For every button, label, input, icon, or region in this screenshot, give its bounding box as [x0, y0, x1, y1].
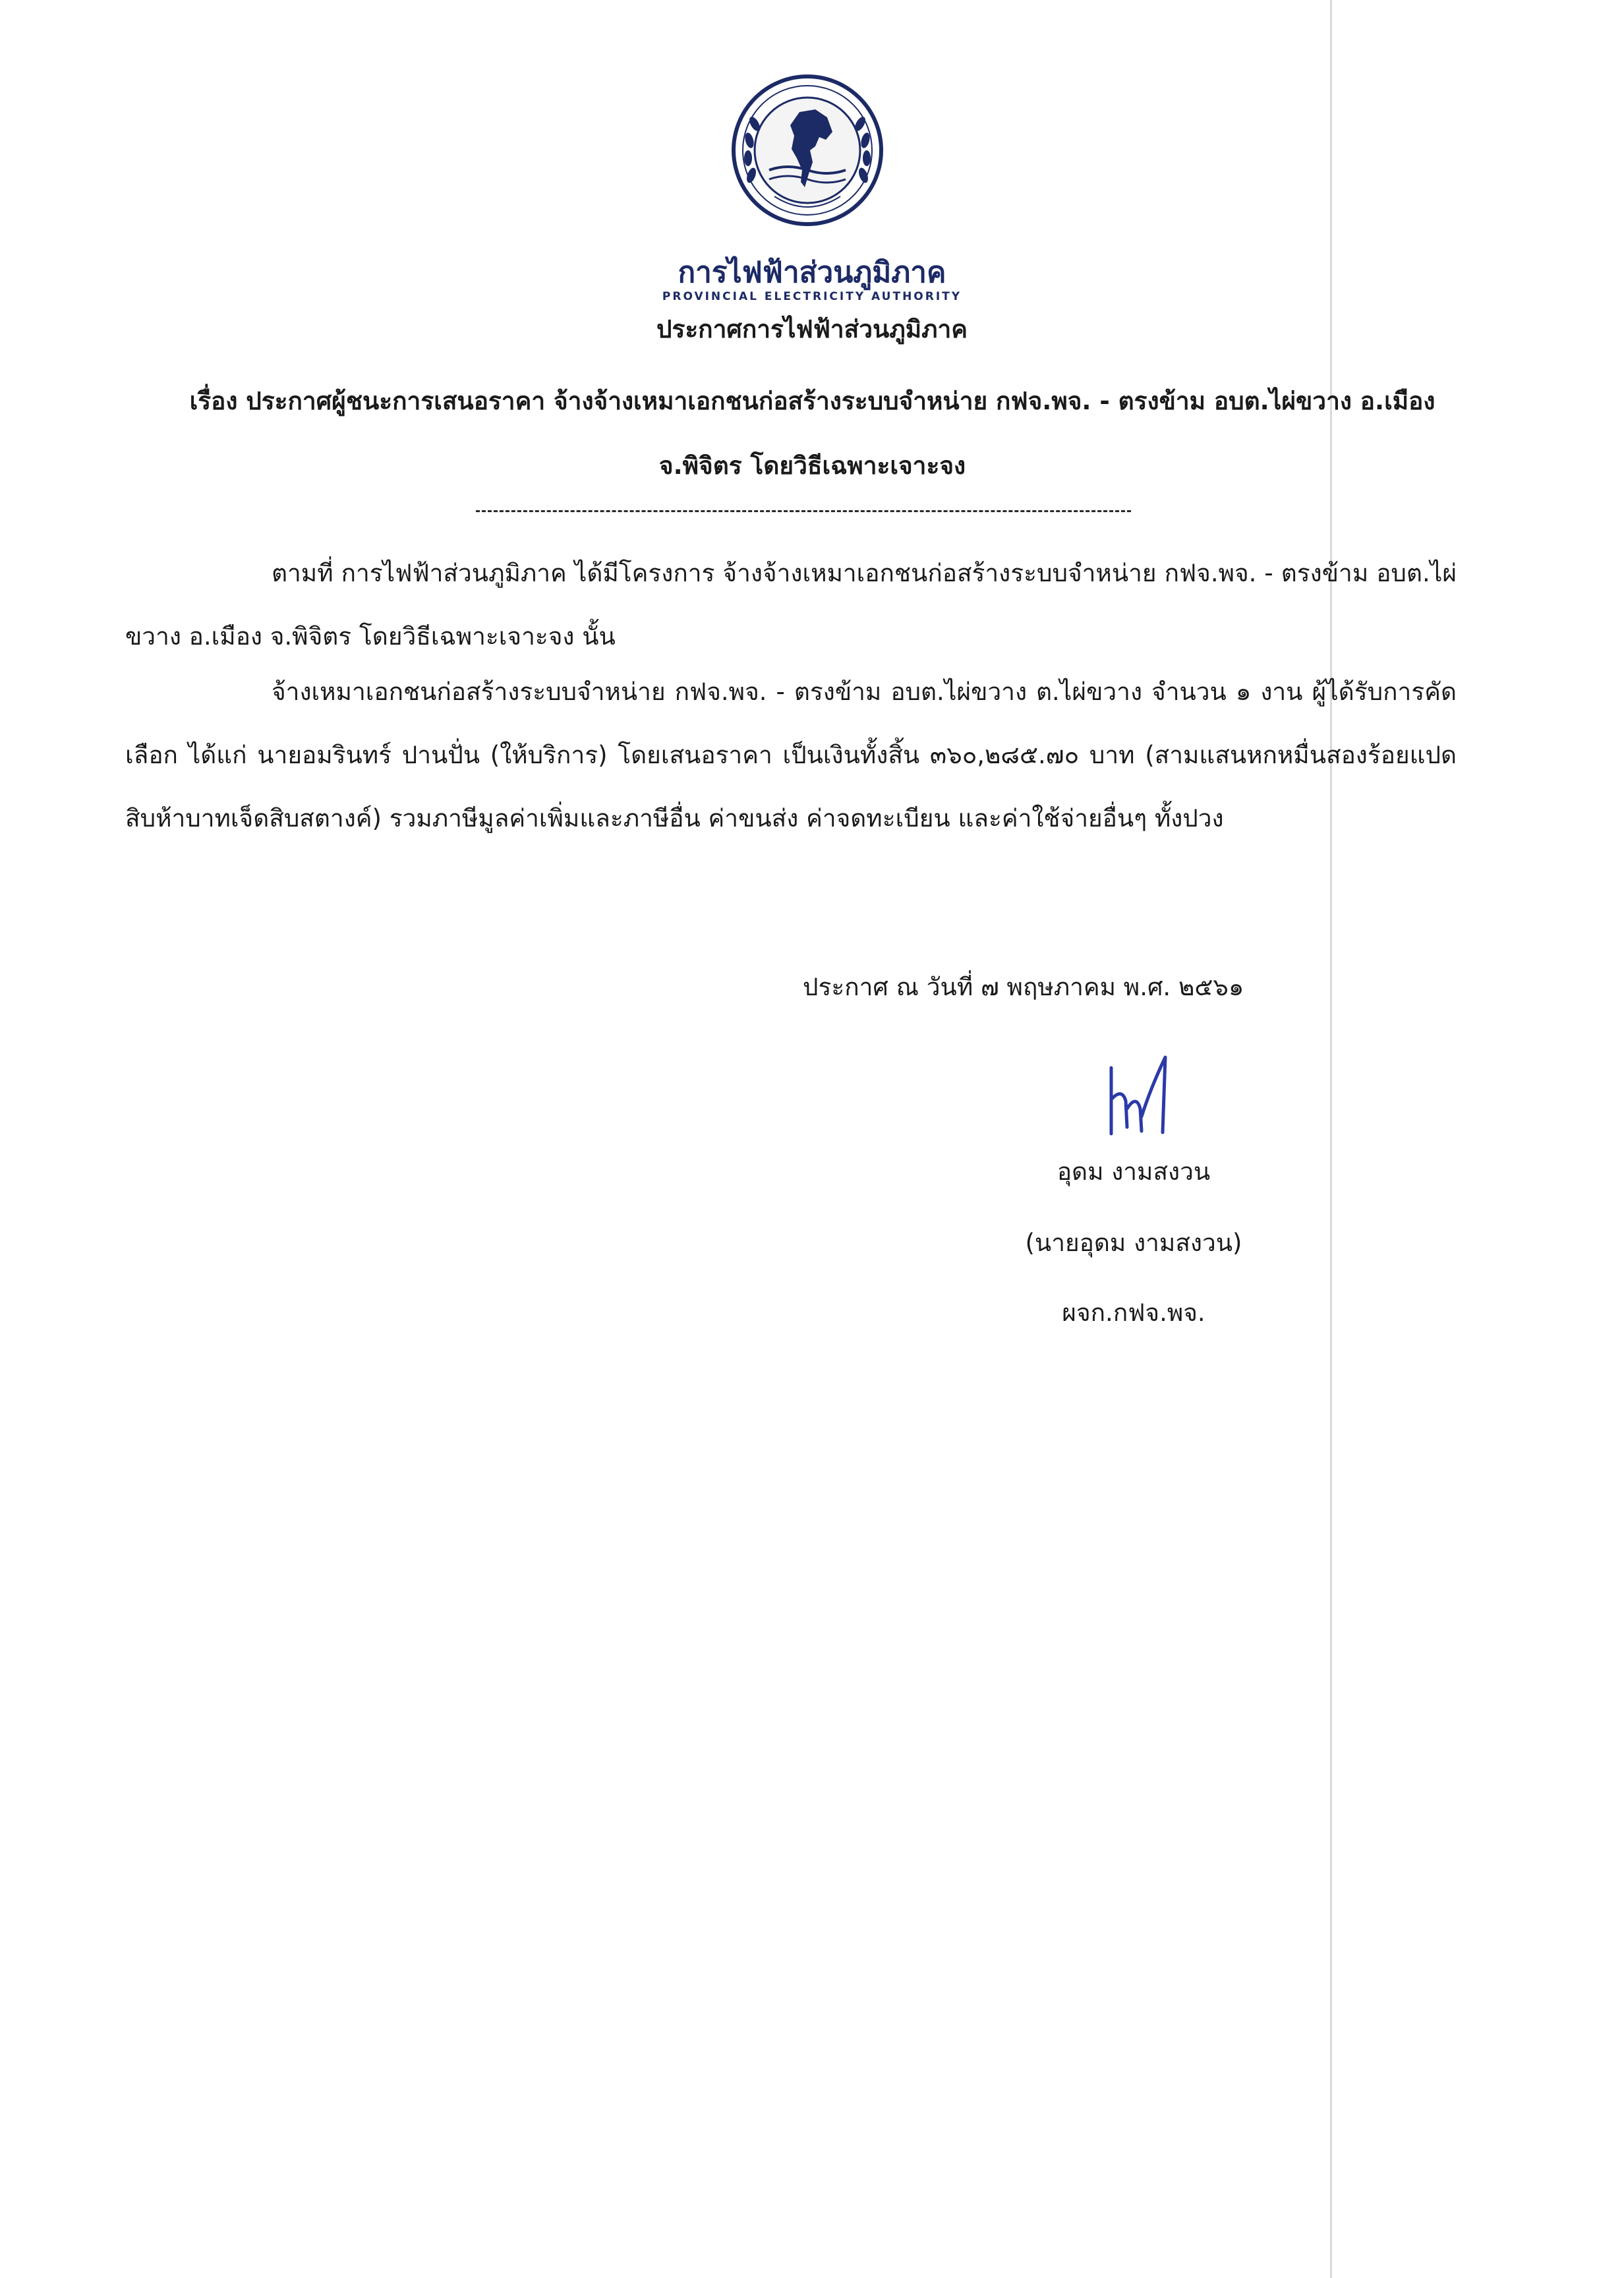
signatory-name: อุดม งามสงวน [1057, 1157, 1211, 1186]
org-name-thai: การไฟฟ้าส่วนภูมิภาค [678, 256, 946, 289]
announcement-date: ประกาศ ณ วันที่ ๗ พฤษภาคม พ.ศ. ๒๕๖๑ [803, 973, 1244, 1001]
signatory-full-name: (นายอุดม งามสงวน) [1025, 1229, 1242, 1257]
divider-line [476, 510, 1131, 512]
pea-logo-icon [728, 71, 886, 229]
paragraph-1-text: ตามที่ การไฟฟ้าส่วนภูมิภาค ได้มีโครงการ จ้างจ้างเหมาเอกชนก่อสร้างระบบจำหน่าย กฟจ.พจ. - ตรงข้าม อบต.ไผ่ขวาง อ.เมือง จ.พิจิตร โดยวิธีเฉพาะเจาะจง นั้น [125, 559, 1457, 651]
announcement-title: ประกาศการไฟฟ้าส่วนภูมิภาค [656, 315, 968, 343]
body-paragraph-1 [125, 542, 1457, 668]
org-name-english: PROVINCIAL ELECTRICITY AUTHORITY [662, 290, 962, 303]
signature-icon [1102, 1048, 1174, 1147]
body-paragraph-2 [125, 660, 1457, 850]
signatory-position: ผจก.กฟจ.พจ. [1062, 1299, 1205, 1327]
subject-line: เรื่อง ประกาศผู้ชนะการเสนอราคา จ้างจ้างเหมาเอกชนก่อสร้างระบบจำหน่าย กฟจ.พจ. - ตรงข้าม อบต.ไผ่ขวาง อ.เมือง จ.พิจิตร โดยวิธีเฉพาะเจาะจง [189, 387, 1436, 480]
paragraph-2-text: จ้างเหมาเอกชนก่อสร้างระบบจำหน่าย กฟจ.พจ. - ตรงข้าม อบต.ไผ่ขวาง ต.ไผ่ขวาง จำนวน ๑ งาน ผู้ได้รับการคัดเลือก ได้แก่ นายอมรินทร์ ปานปั่น (ให้บริการ) โดยเสนอราคา เป็นเงินทั้งสิ้น ๓๖๐,๒๘๕.๗๐ บาท (สามแสนหกหมื่นสองร้อยแปดสิบห้าบาทเจ็ดสิบสตางค์) รวมภาษีมูลค่าเพิ่มและภาษีอื่น ค่าขนส่ง ค่าจดทะเบียน และค่าใช้จ่ายอื่นๆ ทั้งปวง [125, 678, 1457, 832]
